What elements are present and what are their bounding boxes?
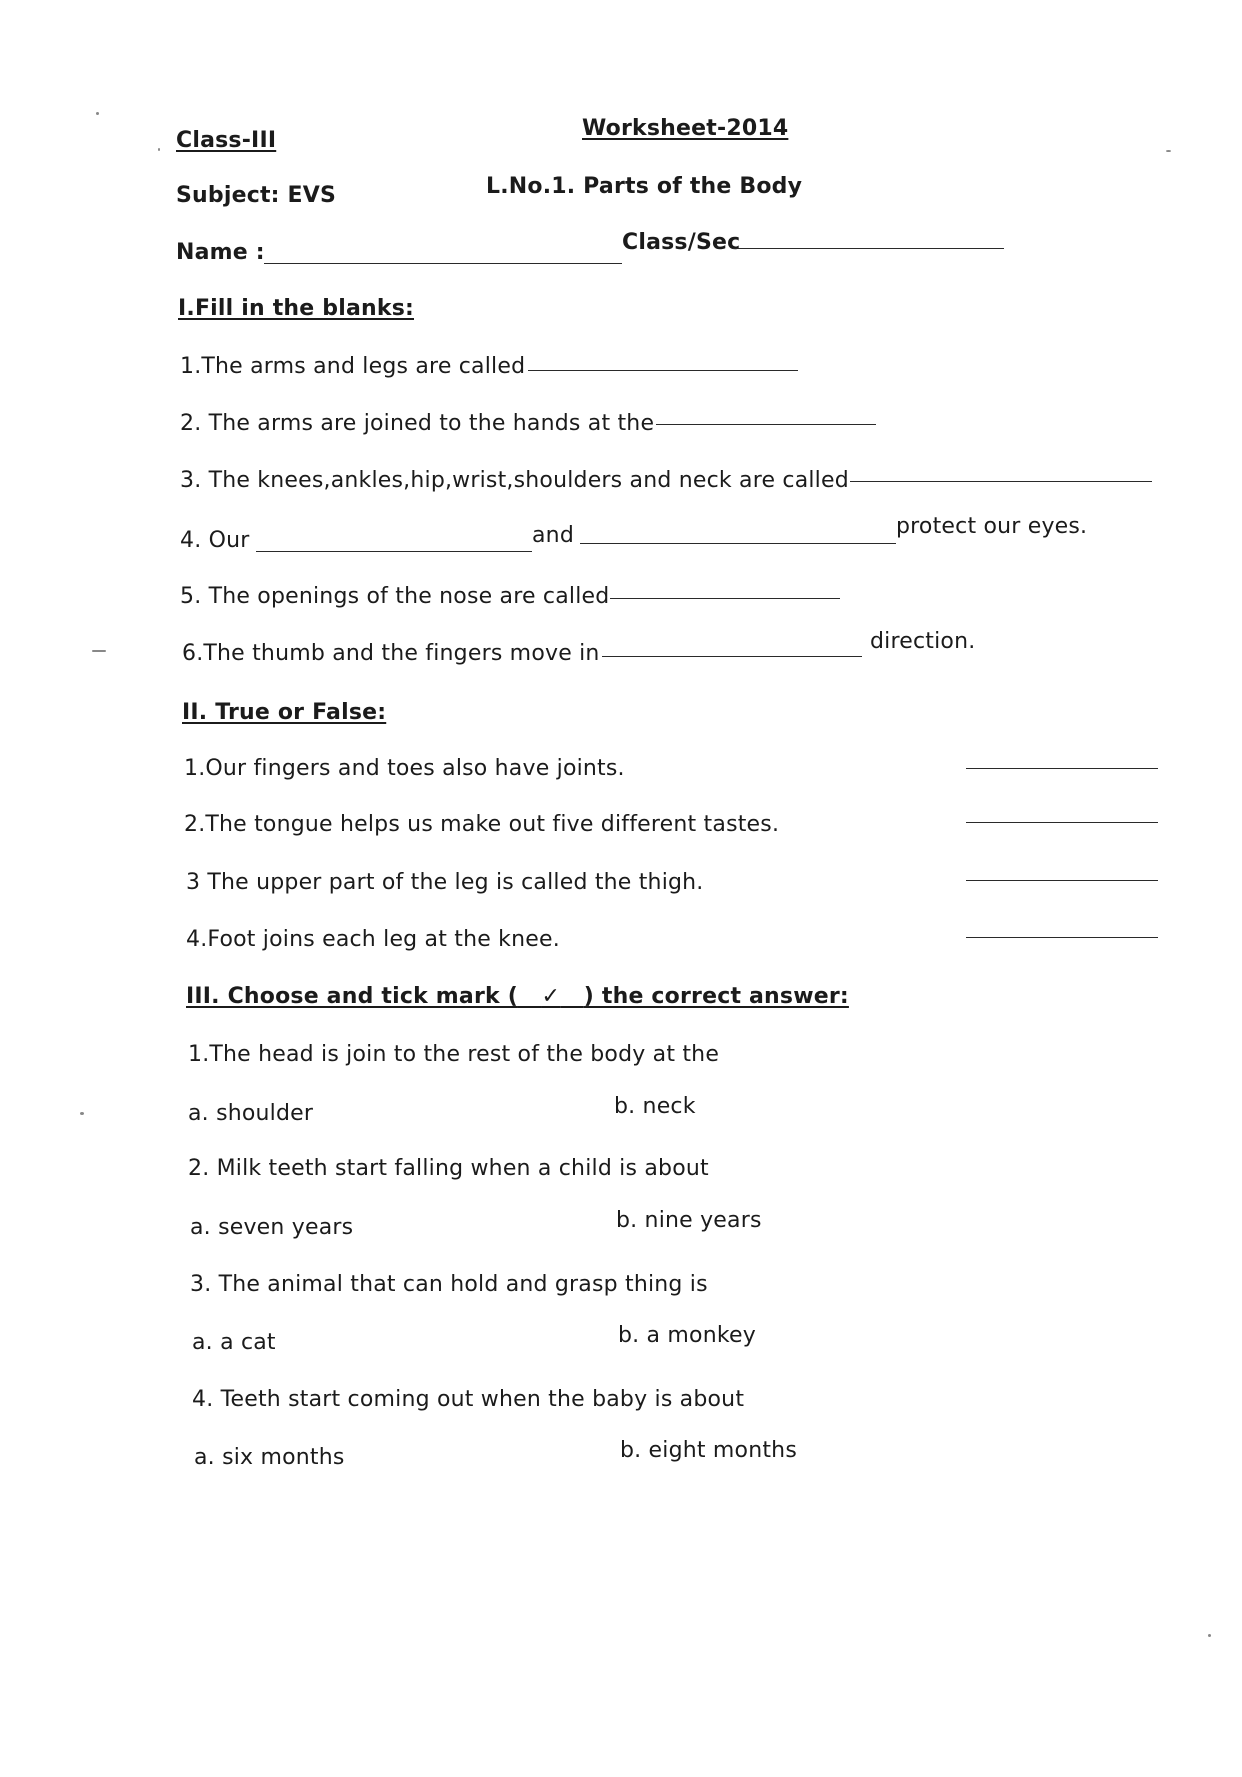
- fill-q4-blank-2[interactable]: [580, 543, 896, 544]
- scan-speck: [80, 1112, 84, 1115]
- tf-q1-blank[interactable]: [966, 768, 1158, 769]
- heading-end: ) the correct answer:: [583, 984, 849, 1009]
- tick-mark-icon: ✓: [541, 984, 561, 1009]
- mcq-q2: 2. Milk teeth start falling when a child is about: [188, 1156, 709, 1181]
- class-sec-blank[interactable]: [732, 248, 1004, 249]
- subject-label: Subject: EVS: [176, 183, 337, 208]
- tf-q2: 2.The tongue helps us make out five different tastes.: [184, 812, 780, 837]
- fill-q4-start: 4. Our: [180, 528, 250, 553]
- fill-q3: 3. The knees,ankles,hip,wrist,shoulders and neck are called: [180, 468, 849, 493]
- worksheet-title: Worksheet-2014: [582, 116, 789, 141]
- tf-q2-blank[interactable]: [966, 822, 1158, 823]
- mcq-q1: 1.The head is join to the rest of the body at the: [188, 1042, 720, 1067]
- mcq-q3-option-a[interactable]: a. a cat: [192, 1330, 276, 1355]
- class-label: Class-III: [176, 128, 277, 153]
- mcq-q3: 3. The animal that can hold and grasp thing is: [190, 1272, 708, 1297]
- mcq-q1-option-a[interactable]: a. shoulder: [188, 1101, 314, 1126]
- scan-speck: [1166, 150, 1171, 152]
- fill-q4-and: and: [532, 523, 574, 548]
- tf-q3: 3 The upper part of the leg is called the thigh.: [186, 870, 704, 895]
- scan-speck: [92, 650, 106, 652]
- tf-q4-blank[interactable]: [966, 937, 1158, 938]
- tf-q3-blank[interactable]: [966, 880, 1158, 881]
- section-true-false-heading: II. True or False:: [182, 700, 387, 725]
- mcq-q4-option-a[interactable]: a. six months: [194, 1445, 345, 1470]
- tf-q1: 1.Our fingers and toes also have joints.: [184, 756, 625, 781]
- fill-q1: 1.The arms and legs are called: [180, 354, 526, 379]
- mcq-q4: 4. Teeth start coming out when the baby is about: [192, 1387, 745, 1412]
- fill-q4-end: protect our eyes.: [896, 514, 1088, 539]
- name-blank[interactable]: [264, 263, 622, 264]
- fill-q5-blank[interactable]: [610, 598, 840, 599]
- section-choose-heading: [186, 984, 849, 1009]
- class-sec-label: Class/Sec: [622, 230, 741, 255]
- fill-q6-end: direction.: [870, 629, 976, 654]
- mcq-q2-option-a[interactable]: a. seven years: [190, 1215, 354, 1240]
- mcq-q3-option-b[interactable]: b. a monkey: [618, 1323, 756, 1348]
- fill-q6-start: 6.The thumb and the fingers move in: [182, 641, 600, 666]
- fill-q5: 5. The openings of the nose are called: [180, 584, 610, 609]
- heading-start: III. Choose and tick mark (: [186, 984, 518, 1009]
- scan-speck: [96, 112, 99, 115]
- fill-q6-blank[interactable]: [602, 656, 862, 657]
- fill-q3-blank[interactable]: [850, 481, 1152, 482]
- fill-q4-blank-1[interactable]: [256, 551, 532, 552]
- mcq-q4-option-b[interactable]: b. eight months: [620, 1438, 797, 1463]
- name-label: Name :: [176, 240, 265, 265]
- section-fill-blanks-heading: I.Fill in the blanks:: [178, 296, 414, 321]
- fill-q1-blank[interactable]: [528, 370, 798, 371]
- scan-speck: [158, 148, 160, 151]
- mcq-q1-option-b[interactable]: b. neck: [614, 1094, 696, 1119]
- fill-q2: 2. The arms are joined to the hands at the: [180, 411, 655, 436]
- lesson-title: L.No.1. Parts of the Body: [486, 174, 803, 199]
- mcq-q2-option-b[interactable]: b. nine years: [616, 1208, 762, 1233]
- tf-q4: 4.Foot joins each leg at the knee.: [186, 927, 560, 952]
- fill-q2-blank[interactable]: [656, 424, 876, 425]
- scan-speck: [1208, 1634, 1211, 1637]
